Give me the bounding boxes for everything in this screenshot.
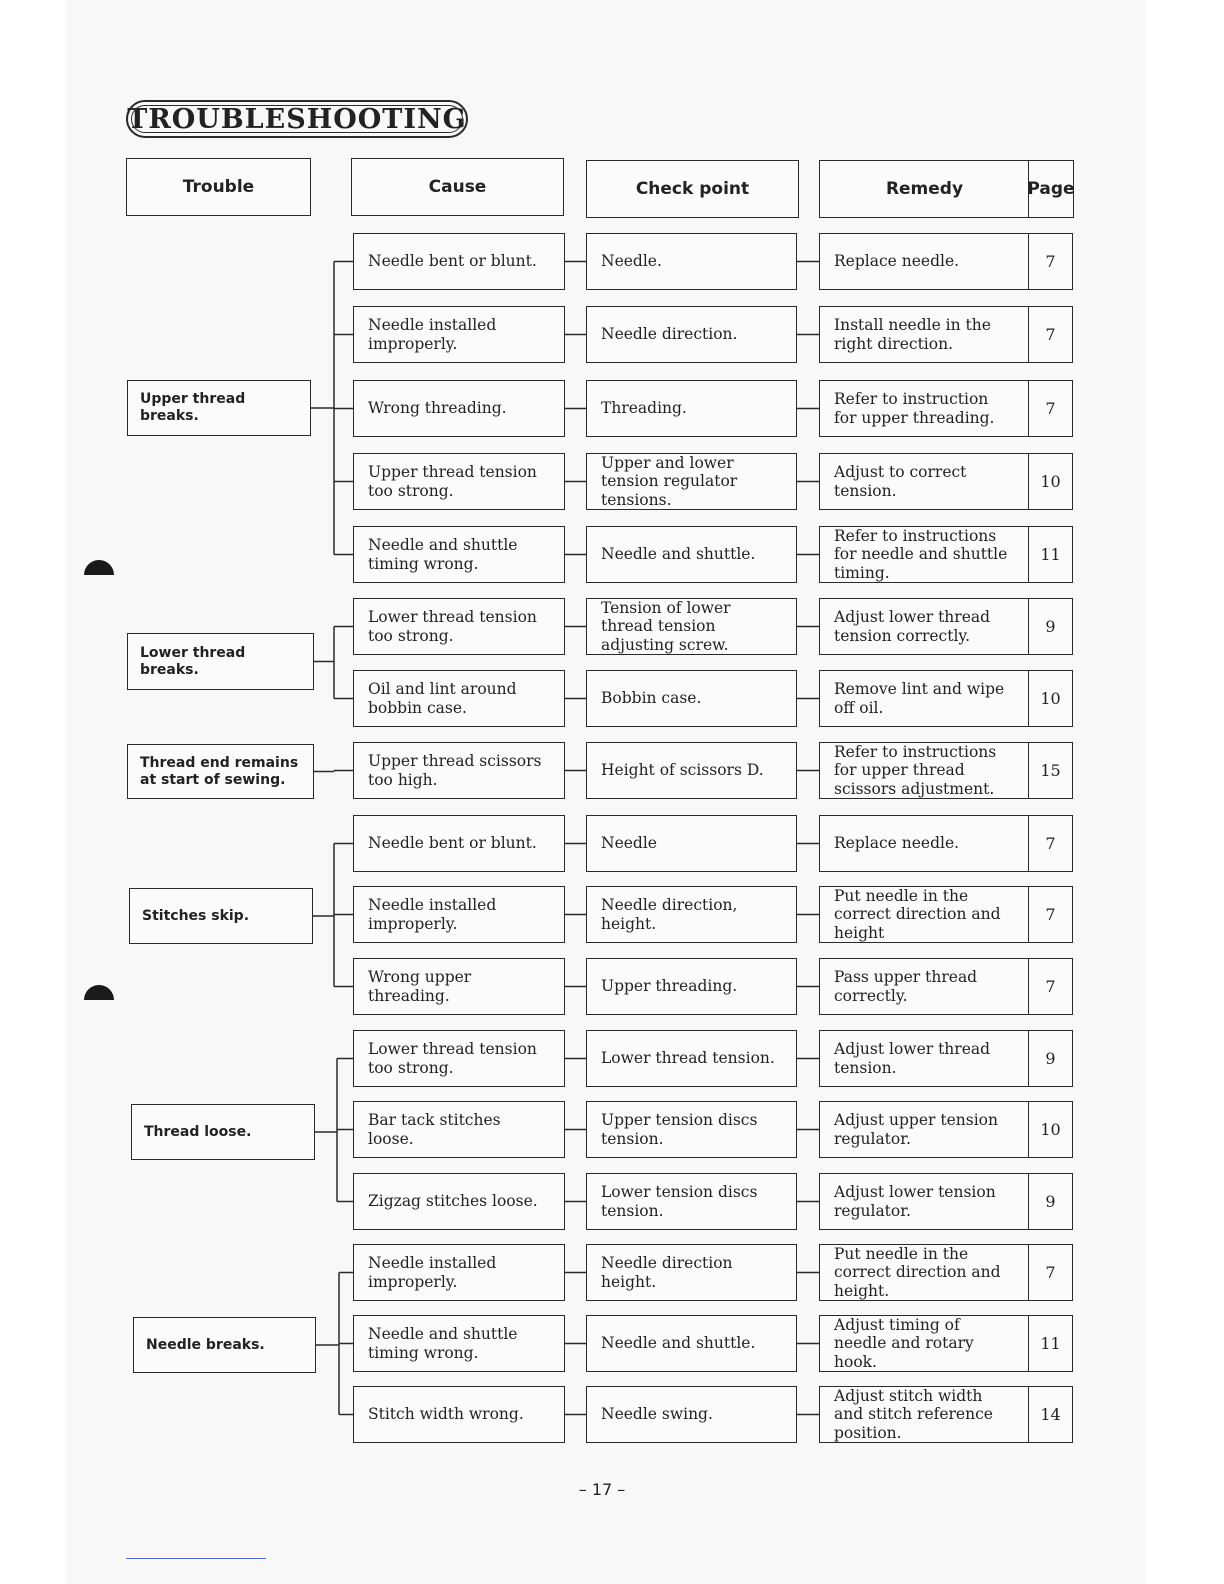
check-point-cell: Needle direction, height.: [586, 886, 797, 943]
cause-cell: Upper thread scissors too high.: [353, 742, 565, 799]
remedy-cell: Adjust upper tension regulator.: [819, 1101, 1029, 1158]
remedy-cell: Pass upper thread correctly.: [819, 958, 1029, 1015]
page-cell: 7: [1028, 1244, 1073, 1301]
check-point-cell: Needle.: [586, 233, 797, 290]
check-point-cell: Upper tension discs tension.: [586, 1101, 797, 1158]
page-title: TROUBLESHOOTING: [126, 100, 468, 138]
cause-cell: Stitch width wrong.: [353, 1386, 565, 1443]
check-point-cell: Needle and shuttle.: [586, 1315, 797, 1372]
page-cell: 11: [1028, 526, 1073, 583]
cause-cell: Oil and lint around bobbin case.: [353, 670, 565, 727]
page-cell: 7: [1028, 233, 1073, 290]
cause-cell: Needle and shuttle timing wrong.: [353, 1315, 565, 1372]
cause-cell: Needle bent or blunt.: [353, 233, 565, 290]
trouble-box: Thread loose.: [131, 1104, 315, 1160]
check-point-cell: Threading.: [586, 380, 797, 437]
page-cell: 10: [1028, 670, 1073, 727]
cause-cell: Bar tack stitches loose.: [353, 1101, 565, 1158]
remedy-cell: Adjust timing of needle and rotary hook.: [819, 1315, 1029, 1372]
remedy-cell: Adjust lower tension regulator.: [819, 1173, 1029, 1230]
remedy-cell: Adjust lower thread tension.: [819, 1030, 1029, 1087]
header-remedy: Remedy: [819, 160, 1030, 218]
page-cell: 7: [1028, 306, 1073, 363]
header-check-point: Check point: [586, 160, 799, 218]
cause-cell: Needle installed improperly.: [353, 886, 565, 943]
page-cell: 7: [1028, 886, 1073, 943]
page-cell: 7: [1028, 815, 1073, 872]
remedy-cell: Adjust to correct tension.: [819, 453, 1029, 510]
page-cell: 15: [1028, 742, 1073, 799]
check-point-cell: Upper and lower tension regulator tensions.: [586, 453, 797, 510]
page-cell: 11: [1028, 1315, 1073, 1372]
trouble-box: Upper thread breaks.: [127, 380, 311, 436]
page-cell: 14: [1028, 1386, 1073, 1443]
trouble-box: Thread end remains at start of sewing.: [127, 744, 314, 799]
check-point-cell: Bobbin case.: [586, 670, 797, 727]
remedy-cell: Replace needle.: [819, 233, 1029, 290]
page-number: – 17 –: [578, 1480, 626, 1499]
check-point-cell: Needle and shuttle.: [586, 526, 797, 583]
remedy-cell: Refer to instructions for needle and shuttle timing.: [819, 526, 1029, 583]
remedy-cell: Put needle in the correct direction and height.: [819, 1244, 1029, 1301]
page-cell: 10: [1028, 1101, 1073, 1158]
remedy-cell: Install needle in the right direction.: [819, 306, 1029, 363]
cause-cell: Lower thread tension too strong.: [353, 598, 565, 655]
page-cell: 7: [1028, 380, 1073, 437]
remedy-cell: Refer to instruction for upper threading.: [819, 380, 1029, 437]
cause-cell: Needle installed improperly.: [353, 1244, 565, 1301]
trouble-box: Stitches skip.: [129, 888, 313, 944]
cause-cell: Lower thread tension too strong.: [353, 1030, 565, 1087]
check-point-cell: Height of scissors D.: [586, 742, 797, 799]
remedy-cell: Adjust lower thread tension correctly.: [819, 598, 1029, 655]
cause-cell: Needle bent or blunt.: [353, 815, 565, 872]
remedy-cell: Adjust stitch width and stitch reference position.: [819, 1386, 1029, 1443]
check-point-cell: Needle direction.: [586, 306, 797, 363]
cause-cell: Upper thread tension too strong.: [353, 453, 565, 510]
check-point-cell: Lower thread tension.: [586, 1030, 797, 1087]
remedy-cell: Put needle in the correct direction and height: [819, 886, 1029, 943]
check-point-cell: Upper threading.: [586, 958, 797, 1015]
cause-cell: Needle installed improperly.: [353, 306, 565, 363]
scan-edge-mark: [126, 1558, 266, 1559]
remedy-cell: Refer to instructions for upper thread scissors adjustment.: [819, 742, 1029, 799]
remedy-cell: Remove lint and wipe off oil.: [819, 670, 1029, 727]
header-cause: Cause: [351, 158, 564, 216]
page-cell: 9: [1028, 1030, 1073, 1087]
check-point-cell: Needle direction height.: [586, 1244, 797, 1301]
remedy-cell: Replace needle.: [819, 815, 1029, 872]
page-cell: 10: [1028, 453, 1073, 510]
page-cell: 9: [1028, 598, 1073, 655]
cause-cell: Wrong upper threading.: [353, 958, 565, 1015]
trouble-box: Lower thread breaks.: [127, 633, 314, 690]
check-point-cell: Needle: [586, 815, 797, 872]
page-cell: 7: [1028, 958, 1073, 1015]
check-point-cell: Needle swing.: [586, 1386, 797, 1443]
check-point-cell: Lower tension discs tension.: [586, 1173, 797, 1230]
header-page: Page: [1028, 160, 1074, 218]
trouble-box: Needle breaks.: [133, 1317, 316, 1373]
check-point-cell: Tension of lower thread tension adjusting screw.: [586, 598, 797, 655]
header-trouble: Trouble: [126, 158, 311, 216]
cause-cell: Zigzag stitches loose.: [353, 1173, 565, 1230]
page-cell: 9: [1028, 1173, 1073, 1230]
cause-cell: Wrong threading.: [353, 380, 565, 437]
cause-cell: Needle and shuttle timing wrong.: [353, 526, 565, 583]
